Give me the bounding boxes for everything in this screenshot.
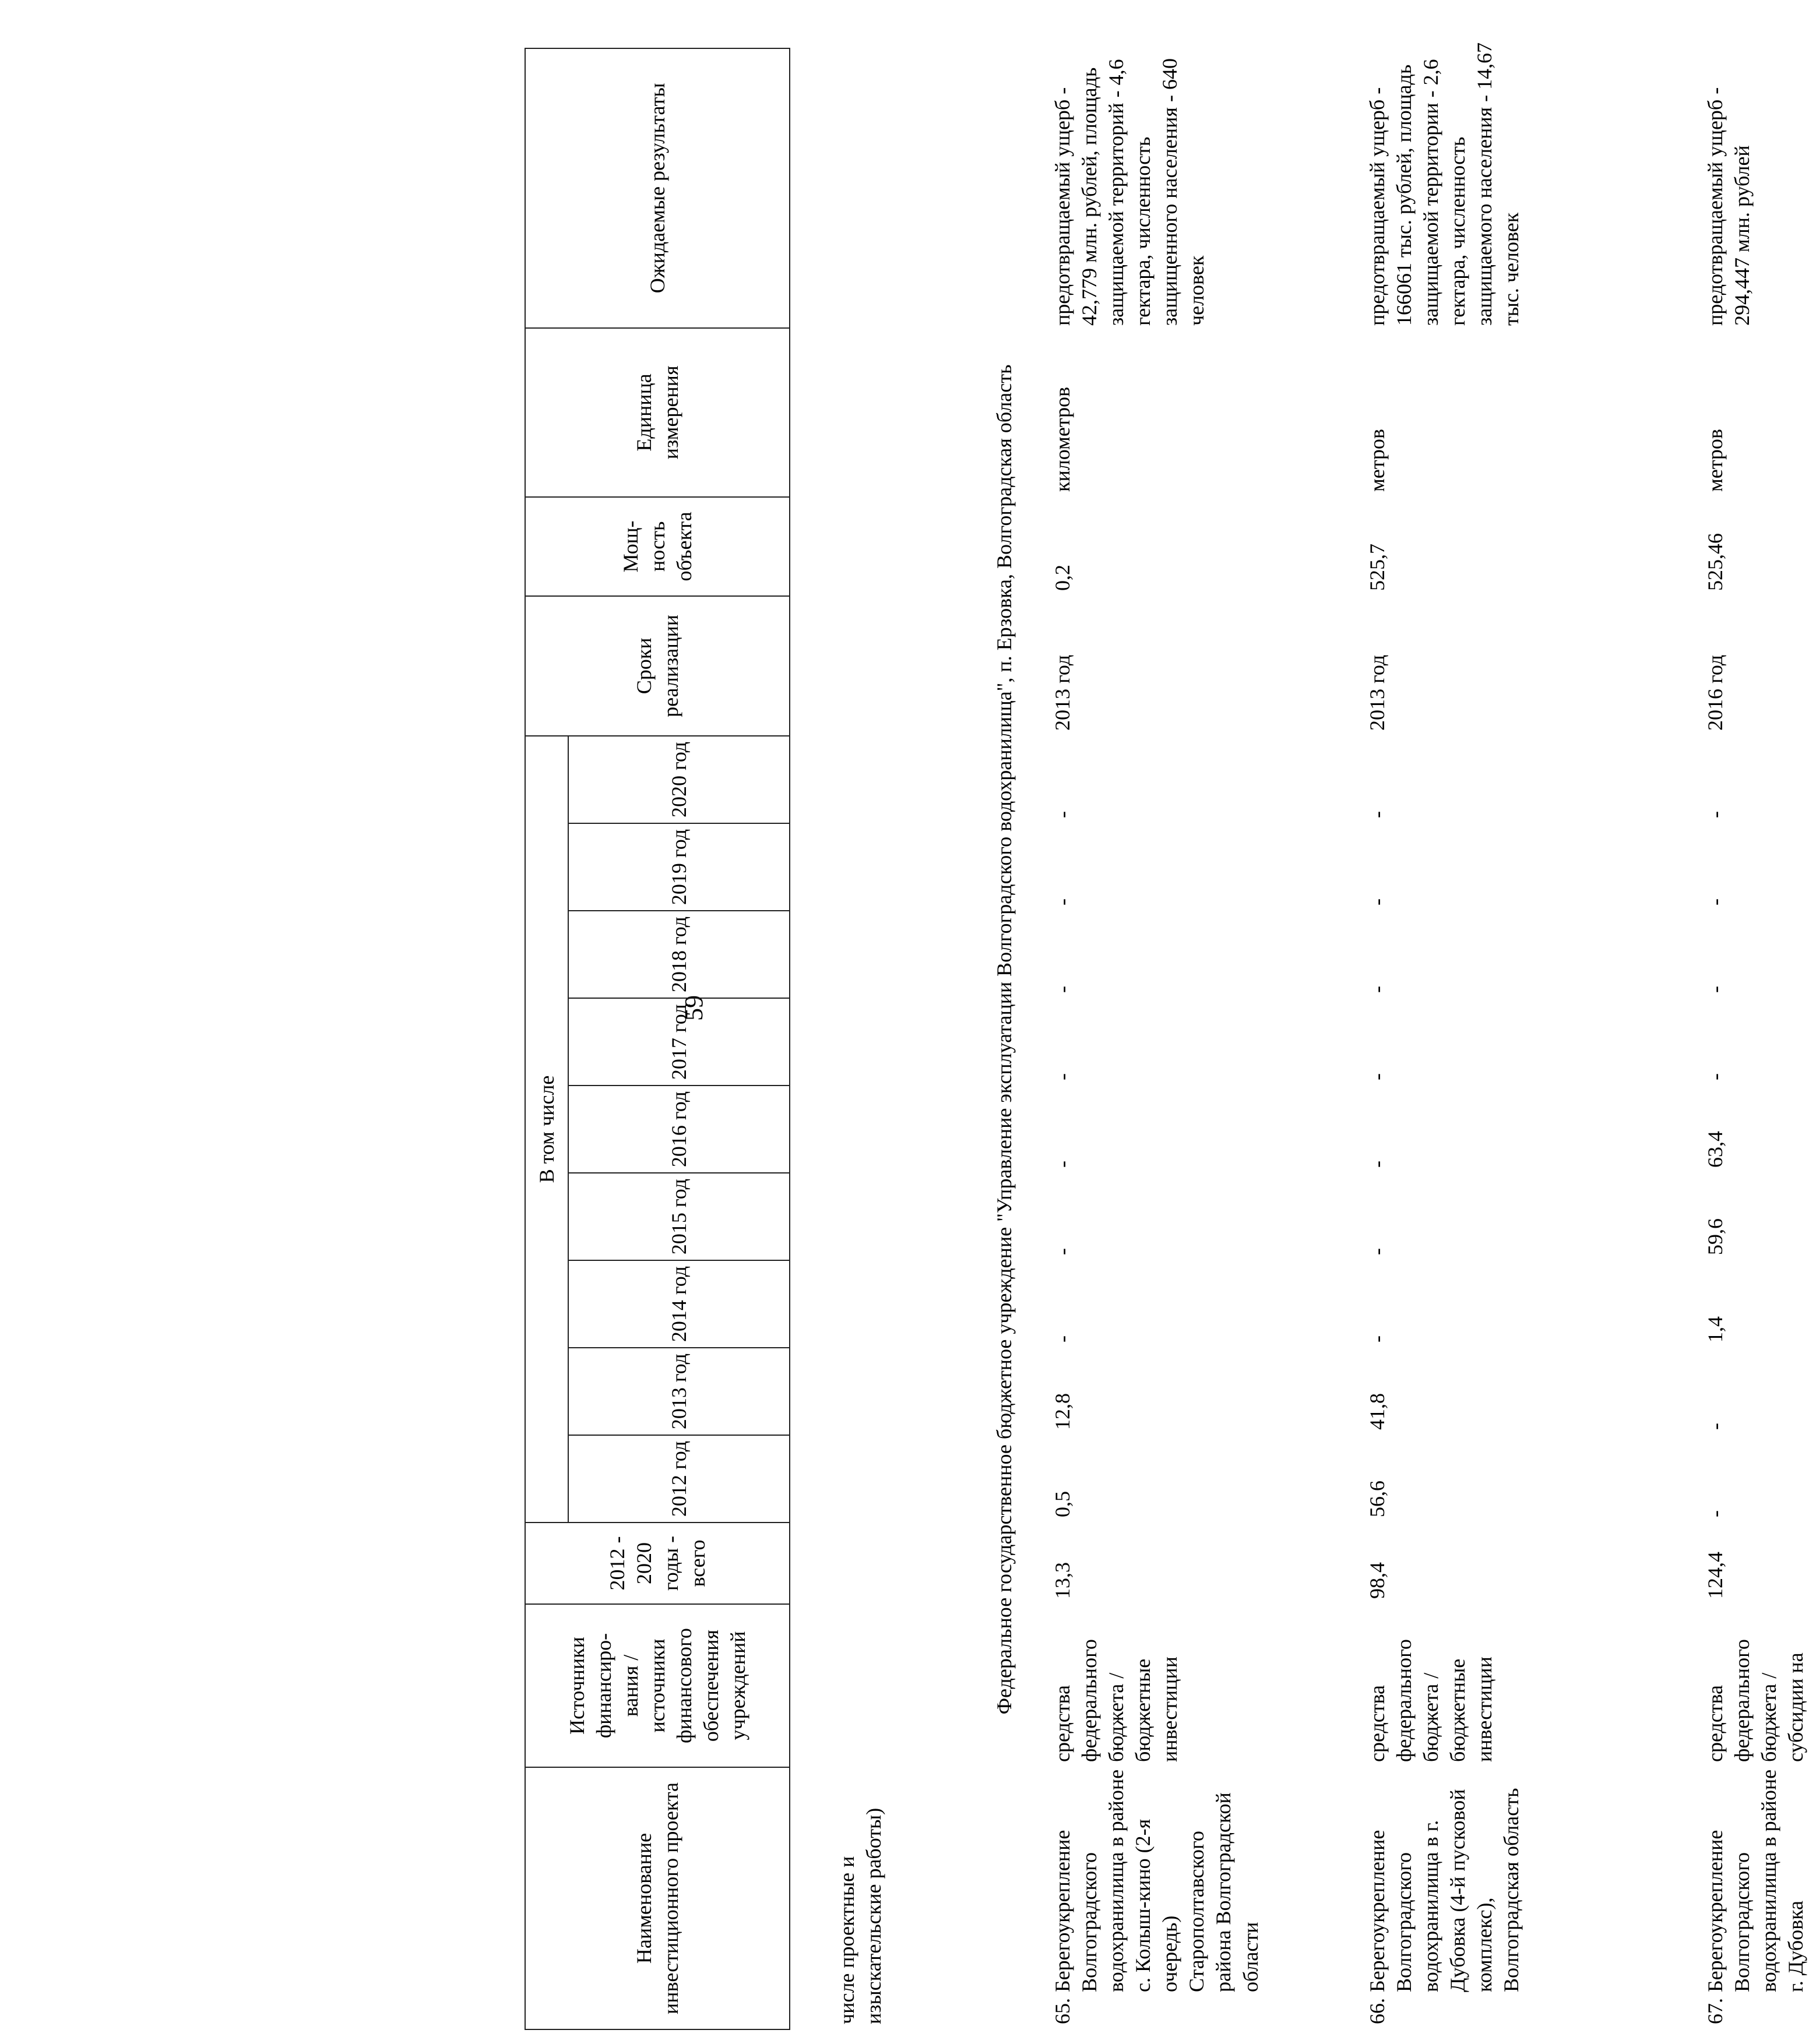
unit-value: метров <box>1365 429 1389 492</box>
funding-source: средства федерального бюджета / бюджетные инвестиции <box>1050 1639 1181 1762</box>
header-unit: Единица измерения <box>525 328 790 497</box>
header-project-name: Наименование инвестиционного проекта <box>525 1767 790 2029</box>
year-2015-value: - <box>1365 1248 1389 1255</box>
capacity-value: 0,2 <box>1050 565 1074 591</box>
header-including: В том числе <box>525 736 568 1523</box>
header-year-2013: 2013 год <box>568 1348 790 1435</box>
year-2017-value: - <box>1050 1073 1074 1080</box>
year-2012-value: - <box>1703 1510 1727 1517</box>
year-2019-value: - <box>1050 898 1074 905</box>
year-2019-value: - <box>1365 898 1389 905</box>
year-2017-value: - <box>1703 1073 1727 1080</box>
page-number: 59 <box>679 995 708 1021</box>
year-2016-value: 63,4 <box>1703 1131 1727 1168</box>
year-2017-value: - <box>1365 1073 1389 1080</box>
funding-source: средства федерального бюджета / бюджетные инвестиции <box>1365 1639 1496 1762</box>
header-year-2014: 2014 год <box>568 1260 790 1348</box>
row-number: 67. <box>1703 1998 1727 2024</box>
header-total: 2012 - 2020 годы - всего <box>525 1523 790 1604</box>
row-number: 66. <box>1365 1998 1389 2024</box>
expected-results: предотвращаемый ущерб - 294,447 млн. рублей <box>1703 87 1754 326</box>
continuation-text: числе проектные и изыскательские работы) <box>835 1807 885 2024</box>
rotated-table-sheet <box>525 42 1807 2030</box>
year-2018-value: - <box>1703 986 1727 993</box>
year-2013-value: - <box>1703 1423 1727 1430</box>
organization-title: Федеральное государственное бюджетное учреждение "Управление эксплуатации Волгоградского водохранилища", п. Ерзовка, Волгоградская область <box>992 364 1016 1715</box>
header-period: Сроки реализации <box>525 596 790 736</box>
period-value: 2013 год <box>1050 654 1074 731</box>
project-name: Берегоукрепление Волгоградского водохранилища в г. Дубовка (4-й пусковой комплекс), Волгоградская область <box>1365 1788 1523 1992</box>
header-year-2017: 2017 год <box>568 998 790 1086</box>
total-value: 124,4 <box>1703 1552 1727 1599</box>
header-results: Ожидаемые результаты <box>525 48 790 328</box>
row-number: 65. <box>1050 1998 1074 2024</box>
year-2015-value: 59,6 <box>1703 1218 1727 1255</box>
header-year-2016: 2016 год <box>568 1086 790 1173</box>
funding-source: средства федерального бюджета / субсидии на <box>1703 1639 1807 1762</box>
year-2014-value: - <box>1050 1335 1074 1342</box>
total-value: 98,4 <box>1365 1562 1389 1599</box>
year-2016-value: - <box>1365 1161 1389 1168</box>
header-year-2018: 2018 год <box>568 911 790 998</box>
project-name: Берегоукрепление Волгоградского водохранилища в районе г. Дубовка <box>1703 1769 1807 1992</box>
capacity-value: 525,46 <box>1703 533 1727 591</box>
capacity-value: 525,7 <box>1365 544 1389 591</box>
year-2020-value: - <box>1703 811 1727 818</box>
year-2019-value: - <box>1703 898 1727 905</box>
year-2018-value: - <box>1050 986 1074 993</box>
header-capacity: Мощ-ность объекта <box>525 497 790 596</box>
expected-results: предотвращаемый ущерб - 42,779 млн. рублей, площадь защищаемой территорий - 4,6 гектара, численность защищенного населения - 640 человек <box>1050 58 1208 326</box>
unit-value: километров <box>1050 387 1074 492</box>
project-name: Берегоукрепление Волгоградского водохранилища в районе с. Колыш-кино (2-я очередь) Старополтавского района Волгоградской области <box>1050 1769 1262 1992</box>
year-2015-value: - <box>1050 1248 1074 1255</box>
header-year-2012: 2012 год <box>568 1435 790 1523</box>
table-header <box>525 48 790 2030</box>
header-year-2020: 2020 год <box>568 736 790 823</box>
year-2016-value: - <box>1050 1161 1074 1168</box>
unit-value: метров <box>1703 429 1727 492</box>
year-2018-value: - <box>1365 986 1389 993</box>
expected-results: предотвращаемый ущерб - 166061 тыс. рублей, площадь защищаемой территории - 2,6 гектара, численность защищаемого населения - 14,67 тыс. человек <box>1365 42 1523 326</box>
year-2013-value: 12,8 <box>1050 1393 1074 1430</box>
period-value: 2013 год <box>1365 654 1389 731</box>
year-2020-value: - <box>1365 811 1389 818</box>
total-value: 13,3 <box>1050 1562 1074 1599</box>
header-year-2019: 2019 год <box>568 823 790 911</box>
year-2020-value: - <box>1050 811 1074 818</box>
year-2014-value: - <box>1365 1335 1389 1342</box>
header-year-2015: 2015 год <box>568 1173 790 1260</box>
period-value: 2016 год <box>1703 654 1727 731</box>
header-funding-source: Источники финансиро-вания / источники финансового обеспечения учреждений <box>525 1604 790 1767</box>
year-2012-value: 56,6 <box>1365 1481 1389 1517</box>
year-2012-value: 0,5 <box>1050 1491 1074 1517</box>
year-2013-value: 41,8 <box>1365 1393 1389 1430</box>
year-2014-value: 1,4 <box>1703 1316 1727 1342</box>
